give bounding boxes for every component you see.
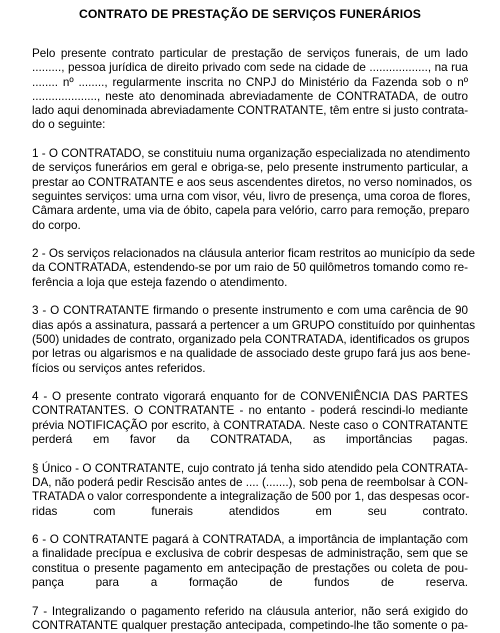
paragraph: [32, 605, 468, 633]
paragraph-line: prévia NOTIFICAÇÃO por escrito, à CONTRATADA. Neste caso o CONTRATANTE: [32, 418, 468, 432]
paragraph-line: ........., pessoa jurídica de direito privado com sede na cidade de .................., na rua: [32, 61, 468, 75]
paragraph-line: dias após a assinatura, passará a pertencer a um GRUPO constituído por quinhentas: [32, 318, 476, 332]
paragraph-line: lado aqui denominada abreviadamente CONTRATANTE, têm entre si justo contrata-: [32, 104, 469, 118]
paragraph: [32, 247, 476, 290]
paragraph-line: 4 - O presente contrato vigorará enquanto for de CONVENIÊNCIA DAS PARTES: [32, 390, 468, 404]
paragraph: [32, 47, 468, 133]
paragraph-line: perderá em favor da CONTRATADA, as importâncias pagas.: [32, 433, 468, 447]
paragraph-line: Pelo presente contrato particular de prestação de serviços funerais, de um lado: [32, 47, 468, 60]
paragraph-line: prestar ao CONTRATANTE e aos seus ascendentes diretos, no verso nominados, os: [32, 175, 472, 189]
paragraph-line: 2 - Os serviços relacionados na cláusula anterior ficam restritos ao município da sede: [32, 247, 476, 261]
paragraph-line: pança para a formação de fundos de reserva.: [32, 575, 468, 589]
paragraph-line: 3 - O CONTRATANTE firmando o presente instrumento e com uma carência de 90: [32, 304, 468, 318]
document-body: [32, 47, 476, 633]
paragraph-line: TRATADA o valor correspondente a integralização de 500 por 1, das despesas ocor-: [32, 490, 470, 504]
paragraph: [32, 533, 468, 590]
paragraph-line: (500) unidades de contrato, organizado pela CONTRATADA, identificados os grupos: [32, 332, 470, 346]
paragraph-line: de serviços funerários em geral e obriga-se, pelo presente instrumento particular, a: [32, 161, 468, 175]
paragraph-line: da CONTRATADA, estendendo-se por um raio de 50 quilômetros tomando como re-: [32, 261, 468, 275]
paragraph-line: ...................., neste ato denominada abreviadamente de CONTRATADA, de outro: [32, 89, 468, 103]
paragraph-line: 1 - O CONTRATADO, se constituiu numa organização especializada no atendimento: [32, 147, 471, 161]
paragraph-line: a finalidade precípua e exclusiva de cobrir despesas de administração, sem que se: [32, 547, 468, 561]
paragraph-line: Câmara ardente, uma via de óbito, capela para velório, carro para remoção, preparo: [32, 204, 470, 218]
paragraph: [32, 304, 476, 375]
paragraph-line: CONTRATANTES. O CONTRATANTE - no entanto - poderá rescindi-lo mediante: [32, 404, 468, 418]
paragraph-line: ridas com funerais atendidos em seu contrato.: [32, 504, 468, 518]
paragraph-line: CONTRATANTE qualquer prestação antecipada, competindo-lhe tão somente o pa-: [32, 618, 468, 632]
paragraph-line: por letras ou algarismos e na qualidade de associado deste grupo fará jus aos bene-: [32, 347, 471, 361]
paragraph-line: ferência a loja que esteja fazendo o atendimento.: [32, 275, 288, 289]
paragraph: [32, 390, 468, 447]
paragraph-line: § Único - O CONTRATANTE, cujo contrato já tenha sido atendido pela CONTRATA-: [32, 461, 468, 475]
paragraph-line: seguintes serviços: uma urna com visor, véu, livro de presença, uma coroa de flores,: [32, 189, 471, 203]
paragraph-line: DA, não poderá pedir Rescisão antes de .... (.......), sob pena de reembolsar à CON-: [32, 475, 468, 489]
document-title: CONTRATO DE PRESTAÇÃO DE SERVIÇOS FUNERÁRIOS: [78, 7, 422, 21]
paragraph-line: do corpo.: [32, 218, 81, 232]
paragraph-line: ........ nº ........, regularmente inscrita no CNPJ do Ministério da Fazenda sob o nº: [32, 75, 468, 89]
paragraph: [32, 462, 468, 519]
paragraph-line: constitua o presente pagamento em antecipação de prestações ou coleta de pou-: [32, 561, 468, 575]
paragraph-line: 7 - Integralizando o pagamento referido na cláusula anterior, não será exigido do: [32, 604, 468, 618]
paragraph-line: 6 - O CONTRATANTE pagará à CONTRATADA, a importância de implantação com: [32, 533, 468, 547]
paragraph: [32, 147, 472, 233]
paragraph-line: fícios ou serviços antes referidos.: [32, 361, 206, 375]
paragraph-line: do o seguinte:: [32, 118, 106, 132]
